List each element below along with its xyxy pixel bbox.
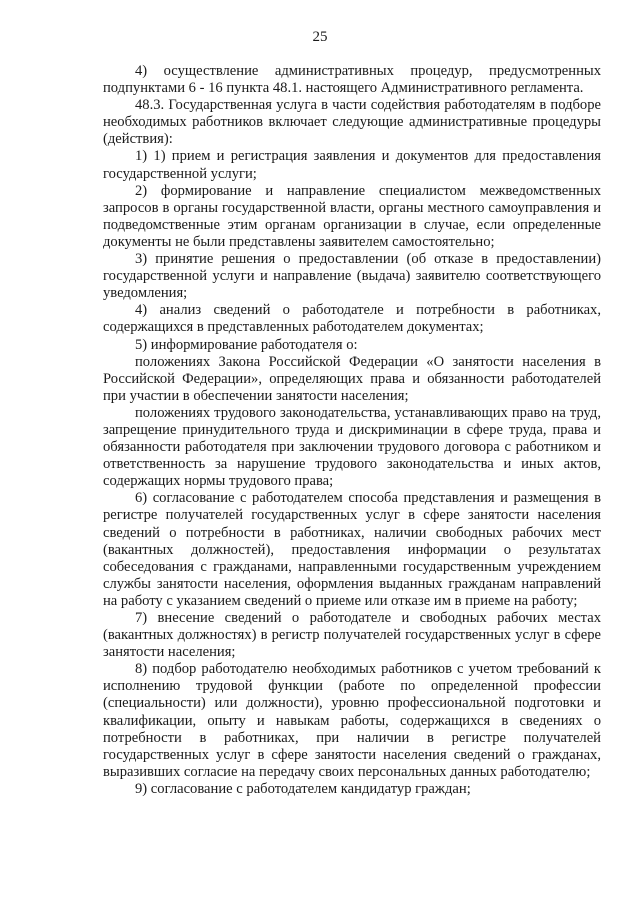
page-number: 25 xyxy=(312,29,328,45)
paragraph-6-agreement: 6) согласование с работодателем способа представления и размещения в регистре получателей государственных услуг в сфере занятости населения сведений о потребности в работниках, наличии свободных рабочих мест (вакантных должностей), предоставления информации о результатах собеседования с гражданами, направленными государственным учреждением службы занятости населения, оформления выданных гражданам направлений на работу с указанием сведений о приеме или отказе им в приеме на работу; xyxy=(103,490,601,609)
paragraph-law-provisions: положениях Закона Российской Федерации «О занятости населения в Российской Федерации», определяющих права и обязанности работодателей при участии в обеспечении занятости населения; xyxy=(103,353,601,404)
paragraph-labor-legislation: положениях трудового законодательства, устанавливающих право на труд, запрещение принудительного труда и дискриминации в сфере труда, права и обязанности работодателя при заключении трудового договора с работником и ответственность за нарушение трудового законодательства и иных актов, содержащих нормы трудового права; xyxy=(103,404,601,490)
paragraph-3-decision: 3) принятие решения о предоставлении (об отказе в предоставлении) государственной услуги и направление (выдача) заявителю соответствующего уведомления; xyxy=(103,251,601,302)
paragraph-7-register: 7) внесение сведений о работодателе и свободных рабочих местах (вакантных должностях) в регистр получателей государственных услуг в сфере занятости населения; xyxy=(103,610,601,661)
paragraph-9-candidates: 9) согласование с работодателем кандидатур граждан; xyxy=(135,780,471,797)
paragraph-8-selection: 8) подбор работодателю необходимых работников с учетом требований к исполнению трудовой функции (работе по определенной профессии (специальности) или должности), уровню профессиональной подготовки и квалификации, опыту и навыкам работы, содержащихся в сведениях о потребности в работниках, при наличии в регистре получателей государственных услуг в сфере занятости населения сведений о гражданах, выразивших согласие на передачу своих персональных данных работодателю; xyxy=(103,661,601,780)
paragraph-2-interdepartmental-requests: 2) формирование и направление специалистом межведомственных запросов в органы государственной власти, органы местного самоуправления и подведомственные этим органам организации в случае, если определенные документы не были представлены заявителем самостоятельно; xyxy=(103,182,601,250)
paragraph-4-admin-procedures: 4) осуществление административных процедур, предусмотренных подпунктами 6 - 16 пункта 48.1. настоящего Административного регламента. xyxy=(103,63,601,97)
paragraph-1-application: 1) 1) прием и регистрация заявления и документов для предоставления государственной услуги; xyxy=(103,148,601,182)
document-body xyxy=(103,63,601,798)
paragraph-4-analysis: 4) анализ сведений о работодателе и потребности в работниках, содержащихся в представленных работодателем документах; xyxy=(103,302,601,336)
paragraph-5-informing: 5) информирование работодателя о: xyxy=(135,336,358,353)
paragraph-48-3: 48.3. Государственная услуга в части содействия работодателям в подборе необходимых работников включает следующие административные процедуры (действия): xyxy=(103,97,601,148)
